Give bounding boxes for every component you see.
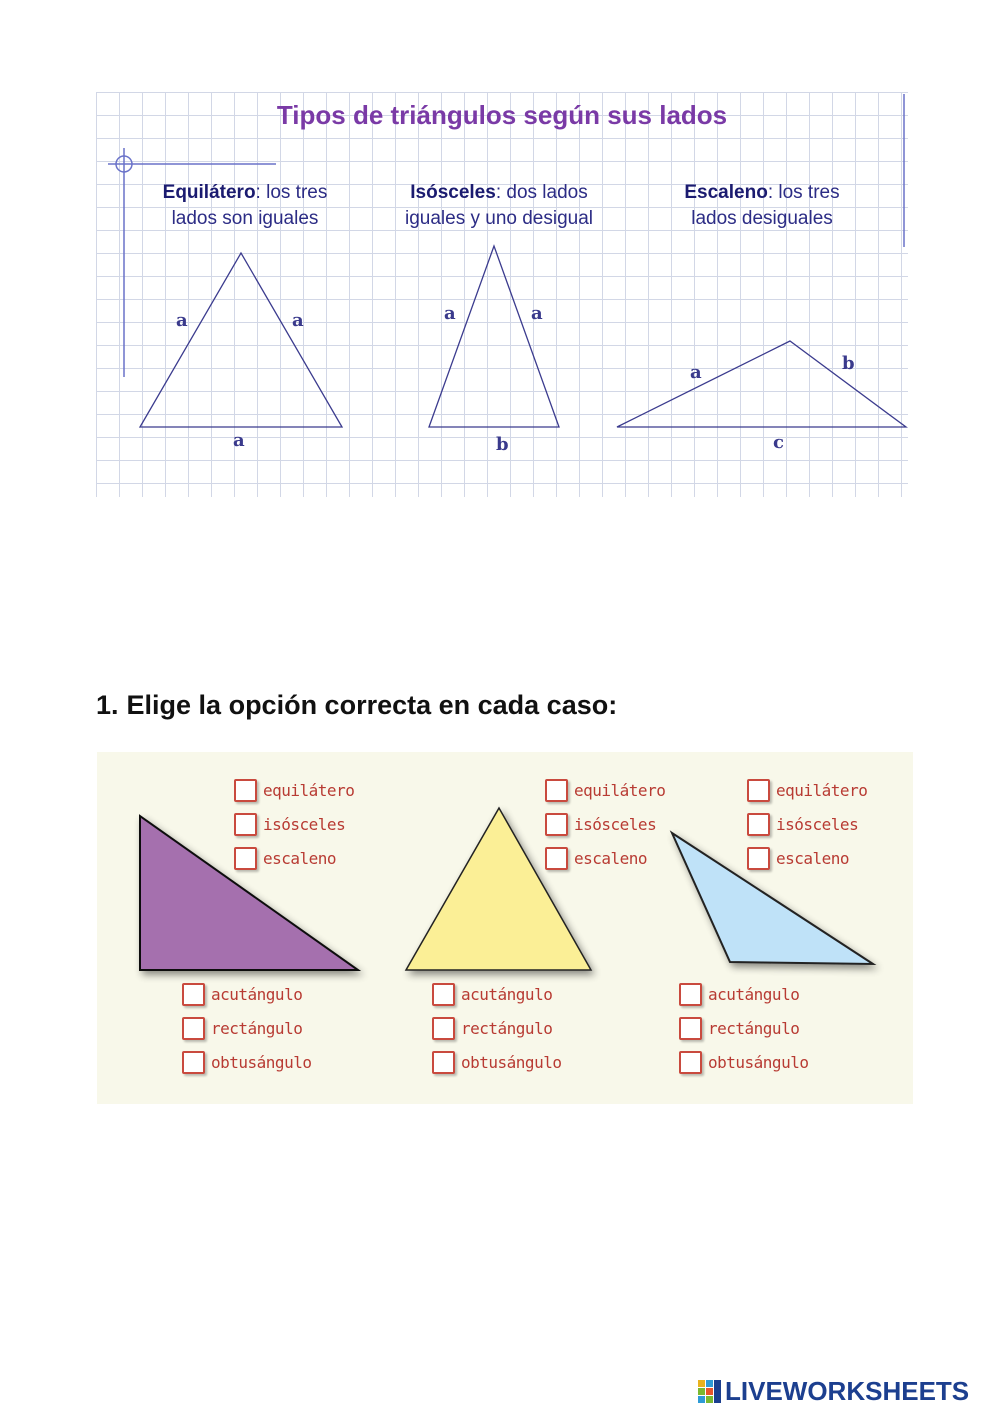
isosceles-triangle [429, 246, 559, 427]
option-label: equilátero [263, 780, 355, 800]
option-label: escaleno [263, 848, 337, 868]
option-rectangulo-1[interactable] [182, 1014, 302, 1042]
isosceles-desc-1: : dos lados [495, 182, 588, 203]
liveworksheets-logo-icon [698, 1378, 722, 1406]
exercise-panel [97, 752, 913, 1104]
question-heading [96, 690, 617, 721]
option-equilatero-1[interactable] [234, 776, 354, 804]
scalene-right-label: b [842, 353, 855, 374]
checkbox[interactable] [679, 983, 702, 1006]
equilateral-desc-2: lados son iguales [171, 208, 319, 229]
option-escaleno-2[interactable] [545, 844, 647, 872]
option-escaleno-1[interactable] [234, 844, 336, 872]
option-label: obtusángulo [461, 1052, 562, 1072]
option-isosceles-2[interactable] [545, 810, 656, 838]
checkbox[interactable] [747, 779, 770, 802]
scalene-name: Escaleno [684, 182, 768, 203]
option-isosceles-1[interactable] [234, 810, 345, 838]
isosceles-desc-2: iguales y uno desigual [404, 208, 594, 229]
option-label: obtusángulo [211, 1052, 312, 1072]
option-obtusangulo-1[interactable] [182, 1048, 311, 1076]
checkbox[interactable] [679, 1051, 702, 1074]
scalene-left-label: a [690, 362, 702, 383]
option-rectangulo-2[interactable] [432, 1014, 552, 1042]
isosceles-right-label: a [531, 303, 543, 324]
option-acutangulo-3[interactable] [679, 980, 799, 1008]
option-acutangulo-1[interactable] [182, 980, 302, 1008]
option-label: isósceles [776, 814, 859, 834]
option-obtusangulo-2[interactable] [432, 1048, 561, 1076]
isosceles-base-label: b [496, 434, 509, 455]
checkbox[interactable] [545, 847, 568, 870]
equilateral-right-label: a [292, 310, 304, 331]
option-label: acutángulo [461, 984, 553, 1004]
option-label: escaleno [776, 848, 850, 868]
equilateral-name: Equilátero [162, 182, 256, 203]
scalene-desc-2: lados desiguales [691, 208, 833, 229]
checkbox[interactable] [545, 813, 568, 836]
checkbox[interactable] [234, 847, 257, 870]
isosceles-left-label: a [444, 303, 456, 324]
checkbox[interactable] [182, 1051, 205, 1074]
scalene-description [637, 180, 887, 232]
checkbox[interactable] [432, 1051, 455, 1074]
option-label: obtusángulo [708, 1052, 809, 1072]
option-label: rectángulo [708, 1018, 800, 1038]
equilateral-description [120, 180, 370, 232]
equilateral-left-label: a [176, 310, 188, 331]
option-obtusangulo-3[interactable] [679, 1048, 808, 1076]
option-escaleno-3[interactable] [747, 844, 849, 872]
checkbox[interactable] [679, 1017, 702, 1040]
option-acutangulo-2[interactable] [432, 980, 552, 1008]
option-label: rectángulo [211, 1018, 303, 1038]
option-rectangulo-3[interactable] [679, 1014, 799, 1042]
checkbox[interactable] [545, 779, 568, 802]
checkbox[interactable] [432, 1017, 455, 1040]
isosceles-description [374, 180, 624, 232]
checkbox[interactable] [182, 983, 205, 1006]
checkbox[interactable] [182, 1017, 205, 1040]
question-text: Elige la opción correcta en cada caso: [126, 690, 618, 720]
option-equilatero-3[interactable] [747, 776, 867, 804]
triangle-types-reference [96, 92, 908, 497]
reference-title: Tipos de triángulos según sus lados [276, 100, 728, 130]
question-number: 1. [96, 690, 119, 720]
option-label: escaleno [574, 848, 648, 868]
liveworksheets-brand [698, 1376, 969, 1407]
equilateral-desc-1: : los tres [255, 182, 328, 203]
scalene-triangle [617, 341, 906, 427]
brand-name: LIVEWORKSHEETS [725, 1376, 970, 1406]
scalene-base-label: c [773, 432, 784, 453]
option-isosceles-3[interactable] [747, 810, 858, 838]
equilateral-triangle [140, 253, 342, 427]
option-label: rectángulo [461, 1018, 553, 1038]
checkbox[interactable] [432, 983, 455, 1006]
right-triangle-purple [140, 816, 358, 970]
checkbox[interactable] [234, 813, 257, 836]
option-label: equilátero [776, 780, 868, 800]
equilateral-base-label: a [233, 430, 245, 451]
isosceles-name: Isósceles [410, 182, 496, 203]
option-label: acutángulo [708, 984, 800, 1004]
option-label: equilátero [574, 780, 666, 800]
option-label: isósceles [574, 814, 657, 834]
scalene-desc-1: : los tres [767, 182, 840, 203]
checkbox[interactable] [234, 779, 257, 802]
option-equilatero-2[interactable] [545, 776, 665, 804]
option-label: isósceles [263, 814, 346, 834]
option-label: acutángulo [211, 984, 303, 1004]
checkbox[interactable] [747, 813, 770, 836]
checkbox[interactable] [747, 847, 770, 870]
